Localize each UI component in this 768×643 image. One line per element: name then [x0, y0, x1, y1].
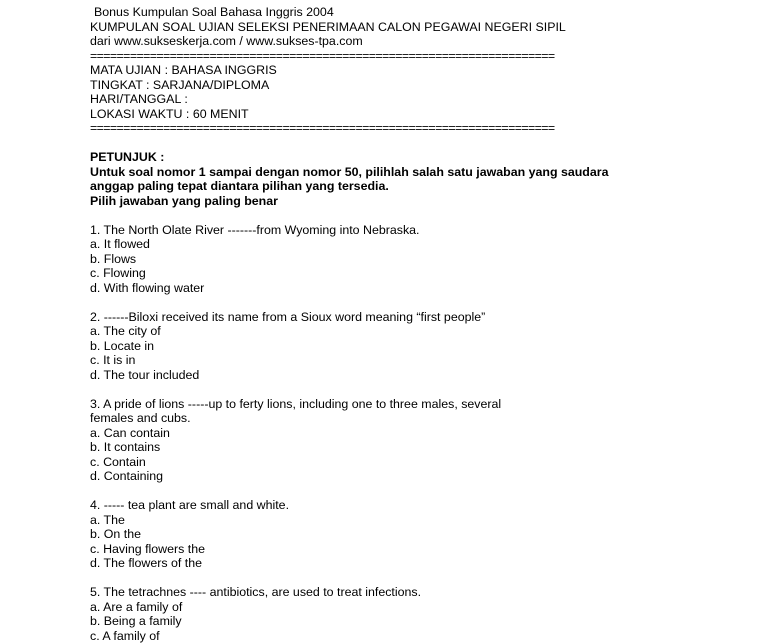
question-2: 2. ------Biloxi received its name from a Sioux word meaning “first people” — [90, 310, 650, 325]
option-4b: b. On the — [90, 527, 650, 542]
option-4a: a. The — [90, 513, 650, 528]
option-1c: c. Flowing — [90, 266, 650, 281]
source-line: dari www.sukseskerja.com / www.sukses-tpa.com — [90, 34, 650, 49]
document-page — [90, 5, 650, 643]
bonus-title: Bonus Kumpulan Soal Bahasa Inggris 2004 — [90, 5, 650, 20]
option-4c: c. Having flowers the — [90, 542, 650, 557]
option-3b: b. It contains — [90, 440, 650, 455]
option-1b: b. Flows — [90, 252, 650, 267]
option-2b: b. Locate in — [90, 339, 650, 354]
separator-top: ====================================================================== — [90, 49, 650, 64]
spacer — [90, 136, 650, 151]
main-title: KUMPULAN SOAL UJIAN SELEKSI PENERIMAAN CALON PEGAWAI NEGERI SIPIL — [90, 20, 650, 35]
exam-level: TINGKAT : SARJANA/DIPLOMA — [90, 78, 650, 93]
spacer — [90, 382, 650, 397]
option-5a: a. Are a family of — [90, 600, 650, 615]
exam-subject: MATA UJIAN : BAHASA INGGRIS — [90, 63, 650, 78]
spacer — [90, 208, 650, 223]
instructions-heading: PETUNJUK : — [90, 150, 650, 165]
instructions-line-2: anggap paling tepat diantara pilihan yang tersedia. — [90, 179, 650, 194]
option-3a: a. Can contain — [90, 426, 650, 441]
option-2a: a. The city of — [90, 324, 650, 339]
question-3-line-1: 3. A pride of lions -----up to ferty lions, including one to three males, several — [90, 397, 650, 412]
spacer — [90, 484, 650, 499]
option-3c: c. Contain — [90, 455, 650, 470]
option-2c: c. It is in — [90, 353, 650, 368]
option-1d: d. With flowing water — [90, 281, 650, 296]
question-1: 1. The North Olate River -------from Wyoming into Nebraska. — [90, 223, 650, 238]
instructions-line-3: Pilih jawaban yang paling benar — [90, 194, 650, 209]
option-3d: d. Containing — [90, 469, 650, 484]
option-5c: c. A family of — [90, 629, 650, 643]
question-5: 5. The tetrachnes ---- antibiotics, are used to treat infections. — [90, 585, 650, 600]
exam-date: HARI/TANGGAL : — [90, 92, 650, 107]
spacer — [90, 295, 650, 310]
option-2d: d. The tour included — [90, 368, 650, 383]
separator-bottom: ====================================================================== — [90, 121, 650, 136]
option-5b: b. Being a family — [90, 614, 650, 629]
exam-duration: LOKASI WAKTU : 60 MENIT — [90, 107, 650, 122]
question-3-line-2: females and cubs. — [90, 411, 650, 426]
option-1a: a. It flowed — [90, 237, 650, 252]
question-4: 4. ----- tea plant are small and white. — [90, 498, 650, 513]
spacer — [90, 571, 650, 586]
option-4d: d. The flowers of the — [90, 556, 650, 571]
instructions-line-1: Untuk soal nomor 1 sampai dengan nomor 50, pilihlah salah satu jawaban yang saudara — [90, 165, 650, 180]
